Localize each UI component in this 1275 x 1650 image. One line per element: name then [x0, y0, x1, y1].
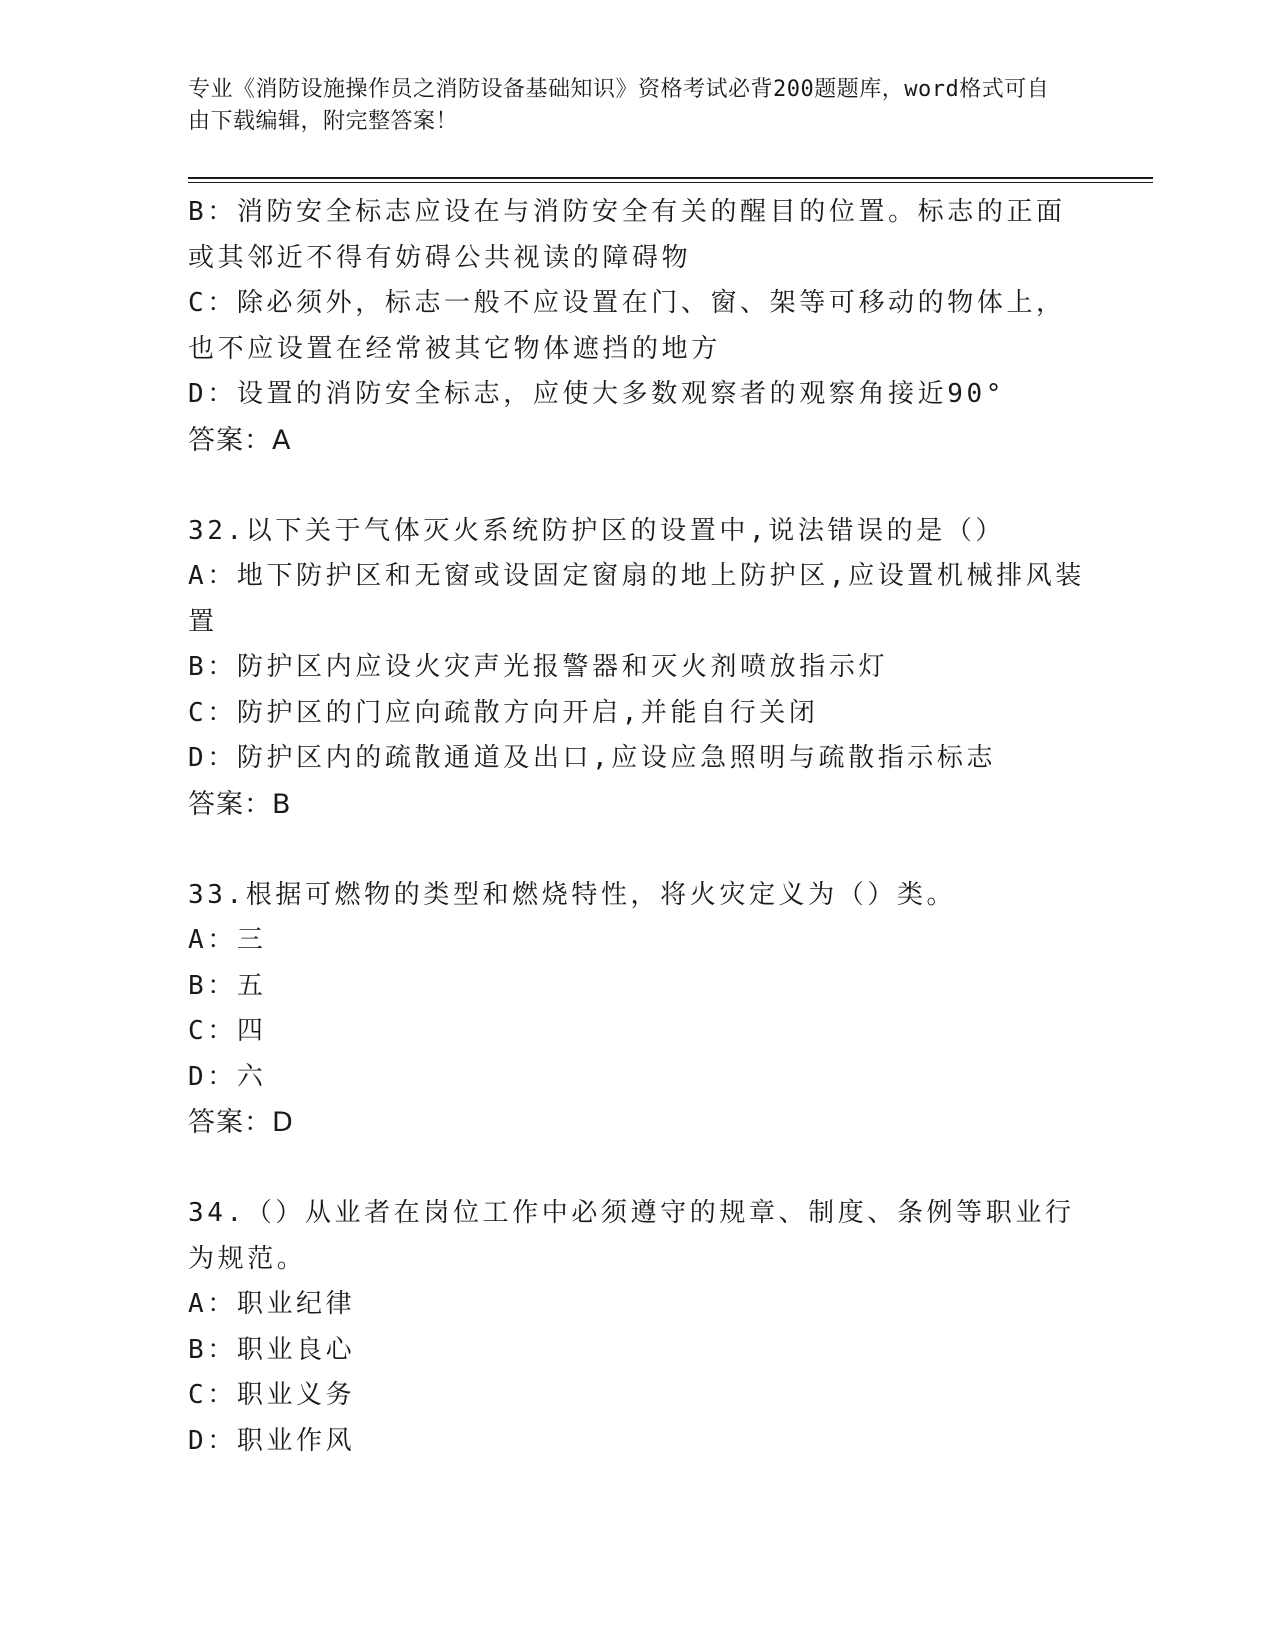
header-divider-thin	[188, 182, 1153, 183]
option-b: B：五	[188, 970, 267, 1001]
question-block-33	[188, 873, 1088, 1146]
document-header: 专业《消防设施操作员之消防设备基础知识》资格考试必背200题题库，word格式可自由下载编辑，附完整答案！	[188, 77, 1050, 134]
question-gap	[188, 463, 1088, 509]
option-d: D：职业作风	[188, 1425, 356, 1456]
option-c: C：职业义务	[188, 1380, 356, 1410]
option-c: C：四	[188, 1016, 267, 1046]
answer-label: 答案：D	[188, 1107, 294, 1138]
option-a: A：地下防护区和无窗或设固定窗扇的地上防护区,应设置机械排风装置	[188, 561, 1085, 637]
option-c: C：防护区的门应向疏散方向开启,并能自行关闭	[188, 697, 819, 728]
question-block-32	[188, 509, 1088, 828]
option-a: A：职业纪律	[188, 1289, 356, 1319]
option-d: D：设置的消防安全标志，应使大多数观察者的观察角接近90°	[188, 379, 1006, 409]
question-text: 34.（）从业者在岗位工作中必须遵守的规章、制度、条例等职业行为规范。	[188, 1198, 1075, 1274]
question-text: 33.根据可燃物的类型和燃烧特性，将火灾定义为（）类。	[188, 879, 957, 910]
option-b: B：防护区内应设火灾声光报警器和灭火剂喷放指示灯	[188, 652, 889, 682]
question-block-31	[188, 190, 1088, 463]
question-gap	[188, 1146, 1088, 1192]
option-b: B：消防安全标志应设在与消防安全有关的醒目的位置。标志的正面或其邻近不得有妨碍公共视读的障碍物	[188, 197, 1066, 273]
answer-label: 答案：A	[188, 424, 292, 456]
option-d: D：防护区内的疏散通道及出口,应设应急照明与疏散指示标志	[188, 743, 997, 773]
header-divider	[188, 177, 1153, 179]
option-b: B：职业良心	[188, 1334, 356, 1365]
option-c: C：除必须外，标志一般不应设置在门、窗、架等可移动的物体上，也不应设置在经常被其它物体遮挡的地方	[188, 288, 1066, 364]
option-a: A：三	[188, 925, 267, 955]
question-content	[188, 190, 1088, 1464]
question-text: 32.以下关于气体灭火系统防护区的设置中,说法错误的是（）	[188, 515, 1006, 546]
question-block-34	[188, 1191, 1088, 1464]
option-d: D：六	[188, 1061, 267, 1092]
question-gap	[188, 827, 1088, 873]
answer-label: 答案：B	[188, 788, 292, 820]
